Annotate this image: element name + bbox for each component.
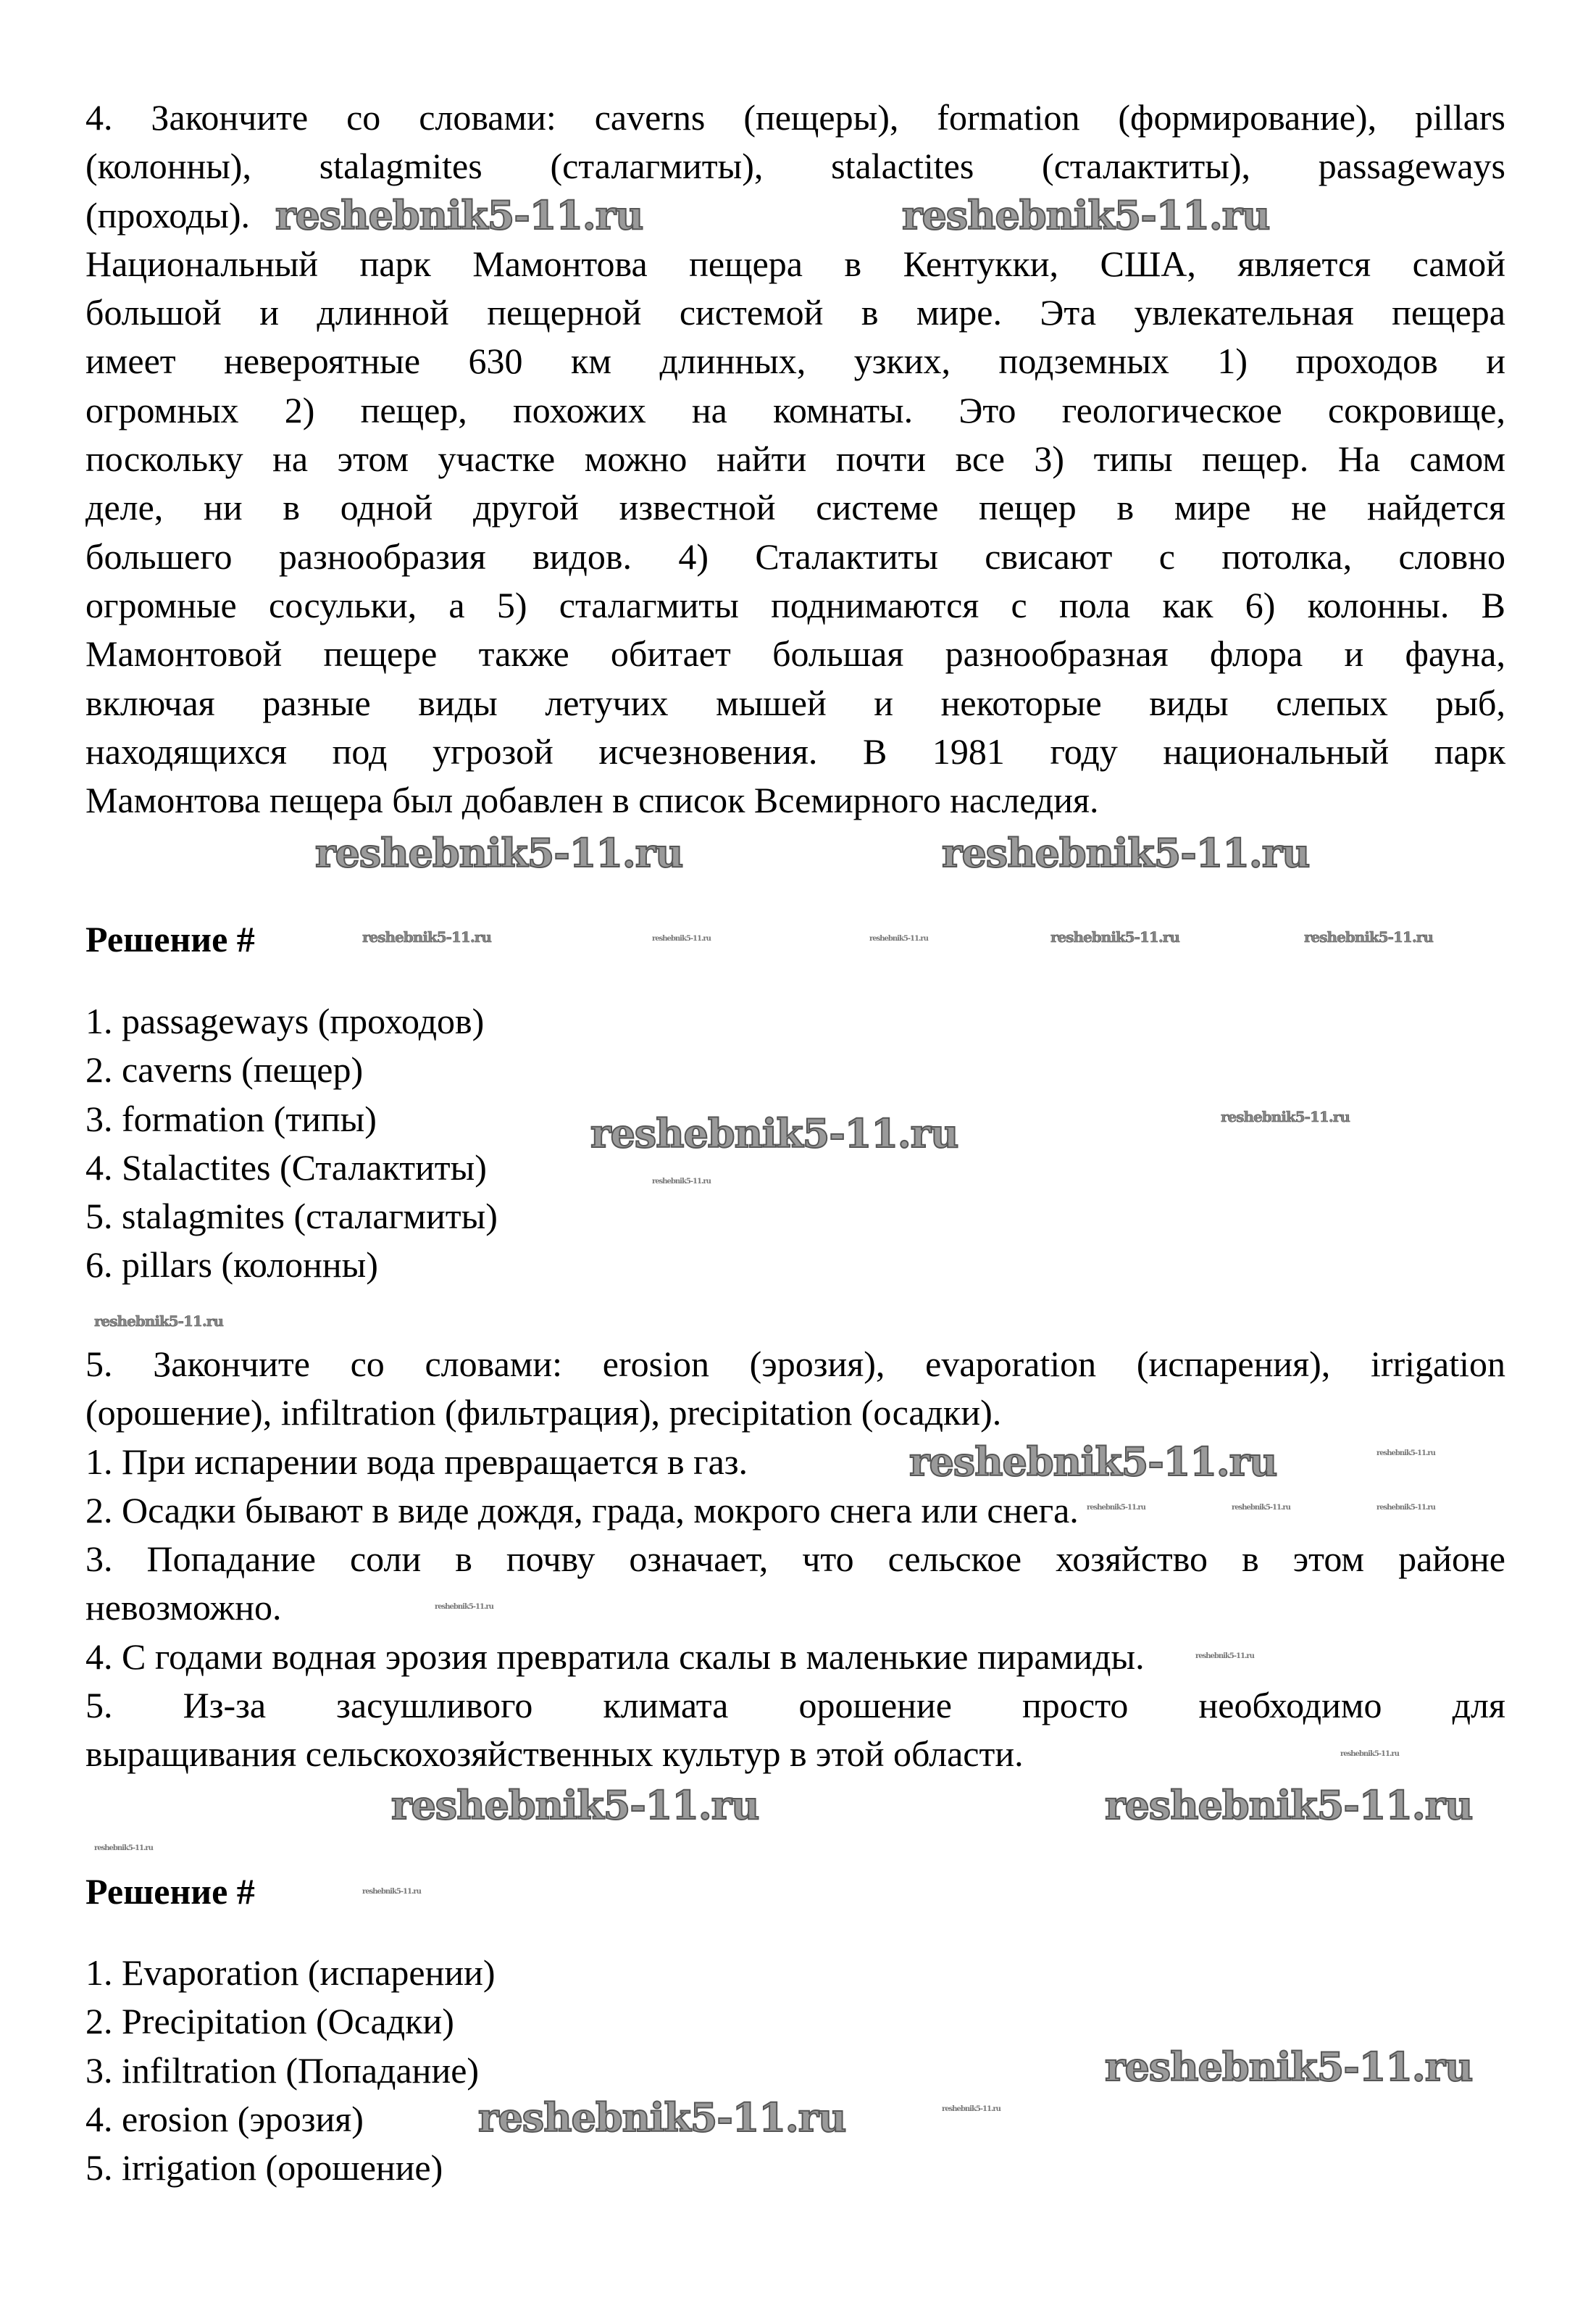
text-line: 5. Закончите со словами: erosion (эрозия), evaporation (испарения), irrigation: [85, 1344, 1505, 1384]
solution-heading: Решение #: [85, 1871, 255, 1912]
watermark: reshebnik5-11.ru: [652, 935, 711, 943]
answer-item: 1. passageways (проходов): [85, 1001, 485, 1041]
watermark: reshebnik5-11.ru: [1304, 928, 1433, 946]
text-line: деле, ни в одной другой известной системе пещер в мире не найдется: [85, 487, 1505, 528]
text-line: имеет невероятные 630 км длинных, узких, подземных 1) проходов и: [85, 341, 1505, 382]
watermark: reshebnik5-11.ru: [391, 1782, 759, 1828]
answer-item: 1. Evaporation (испарении): [85, 1952, 496, 1993]
watermark: reshebnik5-11.ru: [275, 192, 643, 238]
answer-item: 6. pillars (колонны): [85, 1244, 378, 1286]
watermark: reshebnik5-11.ru: [1221, 1108, 1350, 1125]
solution4: [85, 915, 1505, 964]
watermark: reshebnik5-11.ru: [1087, 1504, 1145, 1512]
answer-item: 5. stalagmites (сталагмиты): [85, 1196, 498, 1237]
text-line: поскольку на этом участке можно найти почти все 3) типы пещер. На самом: [85, 438, 1505, 480]
text-line: (проходы).: [85, 194, 251, 236]
watermark: reshebnik5-11.ru: [909, 1438, 1277, 1485]
answer-item: 3. formation (типы): [85, 1098, 377, 1139]
task5-text: [85, 1340, 1505, 1779]
answer-item: 4. erosion (эрозия): [85, 2098, 364, 2139]
text-line: 2. Осадки бывают в виде дождя, града, мокрого снега или снега.: [85, 1489, 1079, 1531]
answer-item: 2. Precipitation (Осадки): [85, 2001, 454, 2042]
watermark: reshebnik5-11.ru: [590, 1110, 958, 1157]
watermark: reshebnik5-11.ru: [1340, 1750, 1399, 1758]
text-line: 1. При испарении вода превращается в газ.: [85, 1441, 748, 1482]
solution5: [85, 1867, 1505, 1916]
watermark: reshebnik5-11.ru: [362, 1888, 421, 1896]
watermark: reshebnik5-11.ru: [1105, 1782, 1473, 1828]
watermark: reshebnik5-11.ru: [362, 928, 491, 946]
text-line: огромных 2) пещер, похожих на комнаты. Это геологическое сокровище,: [85, 389, 1505, 430]
text-line: (колонны), stalagmites (сталагмиты), stalactites (сталактиты), passageways: [85, 146, 1505, 187]
text-line: большего разнообразия видов. 4) Сталактиты свисают с потолка, словно: [85, 536, 1505, 577]
watermark: reshebnik5-11.ru: [1195, 1652, 1254, 1660]
watermark: reshebnik5-11.ru: [315, 830, 683, 876]
text-line: 5. Из-за засушливого климата орошение просто необходимо для: [85, 1685, 1505, 1726]
text-line: 4. С годами водная эрозия превратила скалы в маленькие пирамиды.: [85, 1636, 1145, 1677]
text-line: Национальный парк Мамонтова пещера в Кентукки, США, является самой: [85, 243, 1505, 284]
text-line: 3. Попадание соли в почву означает, что сельское хозяйство в этом районе: [85, 1538, 1505, 1580]
watermark: reshebnik5-11.ru: [94, 1844, 153, 1852]
text-line: Мамонтова пещера был добавлен в список Всемирного наследия.: [85, 780, 1099, 821]
text-line: выращивания сельскохозяйственных культур в этой области.: [85, 1733, 1024, 1775]
text-line: Мамонтовой пещере также обитает большая разнообразная флора и фауна,: [85, 633, 1505, 675]
watermark: reshebnik5-11.ru: [94, 1312, 223, 1330]
watermark: reshebnik5-11.ru: [435, 1603, 493, 1611]
text-line: находящихся под угрозой исчезновения. В 1981 году национальный парк: [85, 730, 1505, 772]
answer-item: 4. Stalactites (Сталактиты): [85, 1146, 487, 1188]
watermark: reshebnik5-11.ru: [652, 1178, 711, 1186]
solution-heading: Решение #: [85, 919, 255, 959]
answer-item: 5. irrigation (орошение): [85, 2147, 443, 2189]
watermark: reshebnik5-11.ru: [1050, 928, 1179, 946]
watermark: reshebnik5-11.ru: [1232, 1504, 1290, 1512]
text-line: большой и длинной пещерной системой в мире. Эта увлекательная пещера: [85, 292, 1505, 333]
watermark: reshebnik5-11.ru: [902, 192, 1270, 238]
watermark: reshebnik5-11.ru: [1376, 1449, 1435, 1457]
answer-item: 3. infiltration (Попадание): [85, 2049, 480, 2091]
watermark: reshebnik5-11.ru: [478, 2094, 846, 2141]
watermark: reshebnik5-11.ru: [1376, 1504, 1435, 1512]
text-line: 4. Закончите со словами: caverns (пещеры), formation (формирование), pillars: [85, 97, 1505, 138]
watermark: reshebnik5-11.ru: [942, 2105, 1000, 2113]
watermark: reshebnik5-11.ru: [1105, 2044, 1473, 2090]
watermark: reshebnik5-11.ru: [942, 830, 1310, 876]
text-line: огромные сосульки, а 5) сталагмиты поднимаются с пола как 6) колонны. В: [85, 584, 1505, 625]
watermark: reshebnik5-11.ru: [869, 935, 928, 943]
text-line: (орошение), infiltration (фильтрация), precipitation (осадки).: [85, 1392, 1002, 1433]
text-line: невозможно.: [85, 1587, 282, 1628]
answer-item: 2. caverns (пещер): [85, 1049, 364, 1091]
text-line: включая разные виды летучих мышей и некоторые виды слепых рыб,: [85, 682, 1505, 723]
